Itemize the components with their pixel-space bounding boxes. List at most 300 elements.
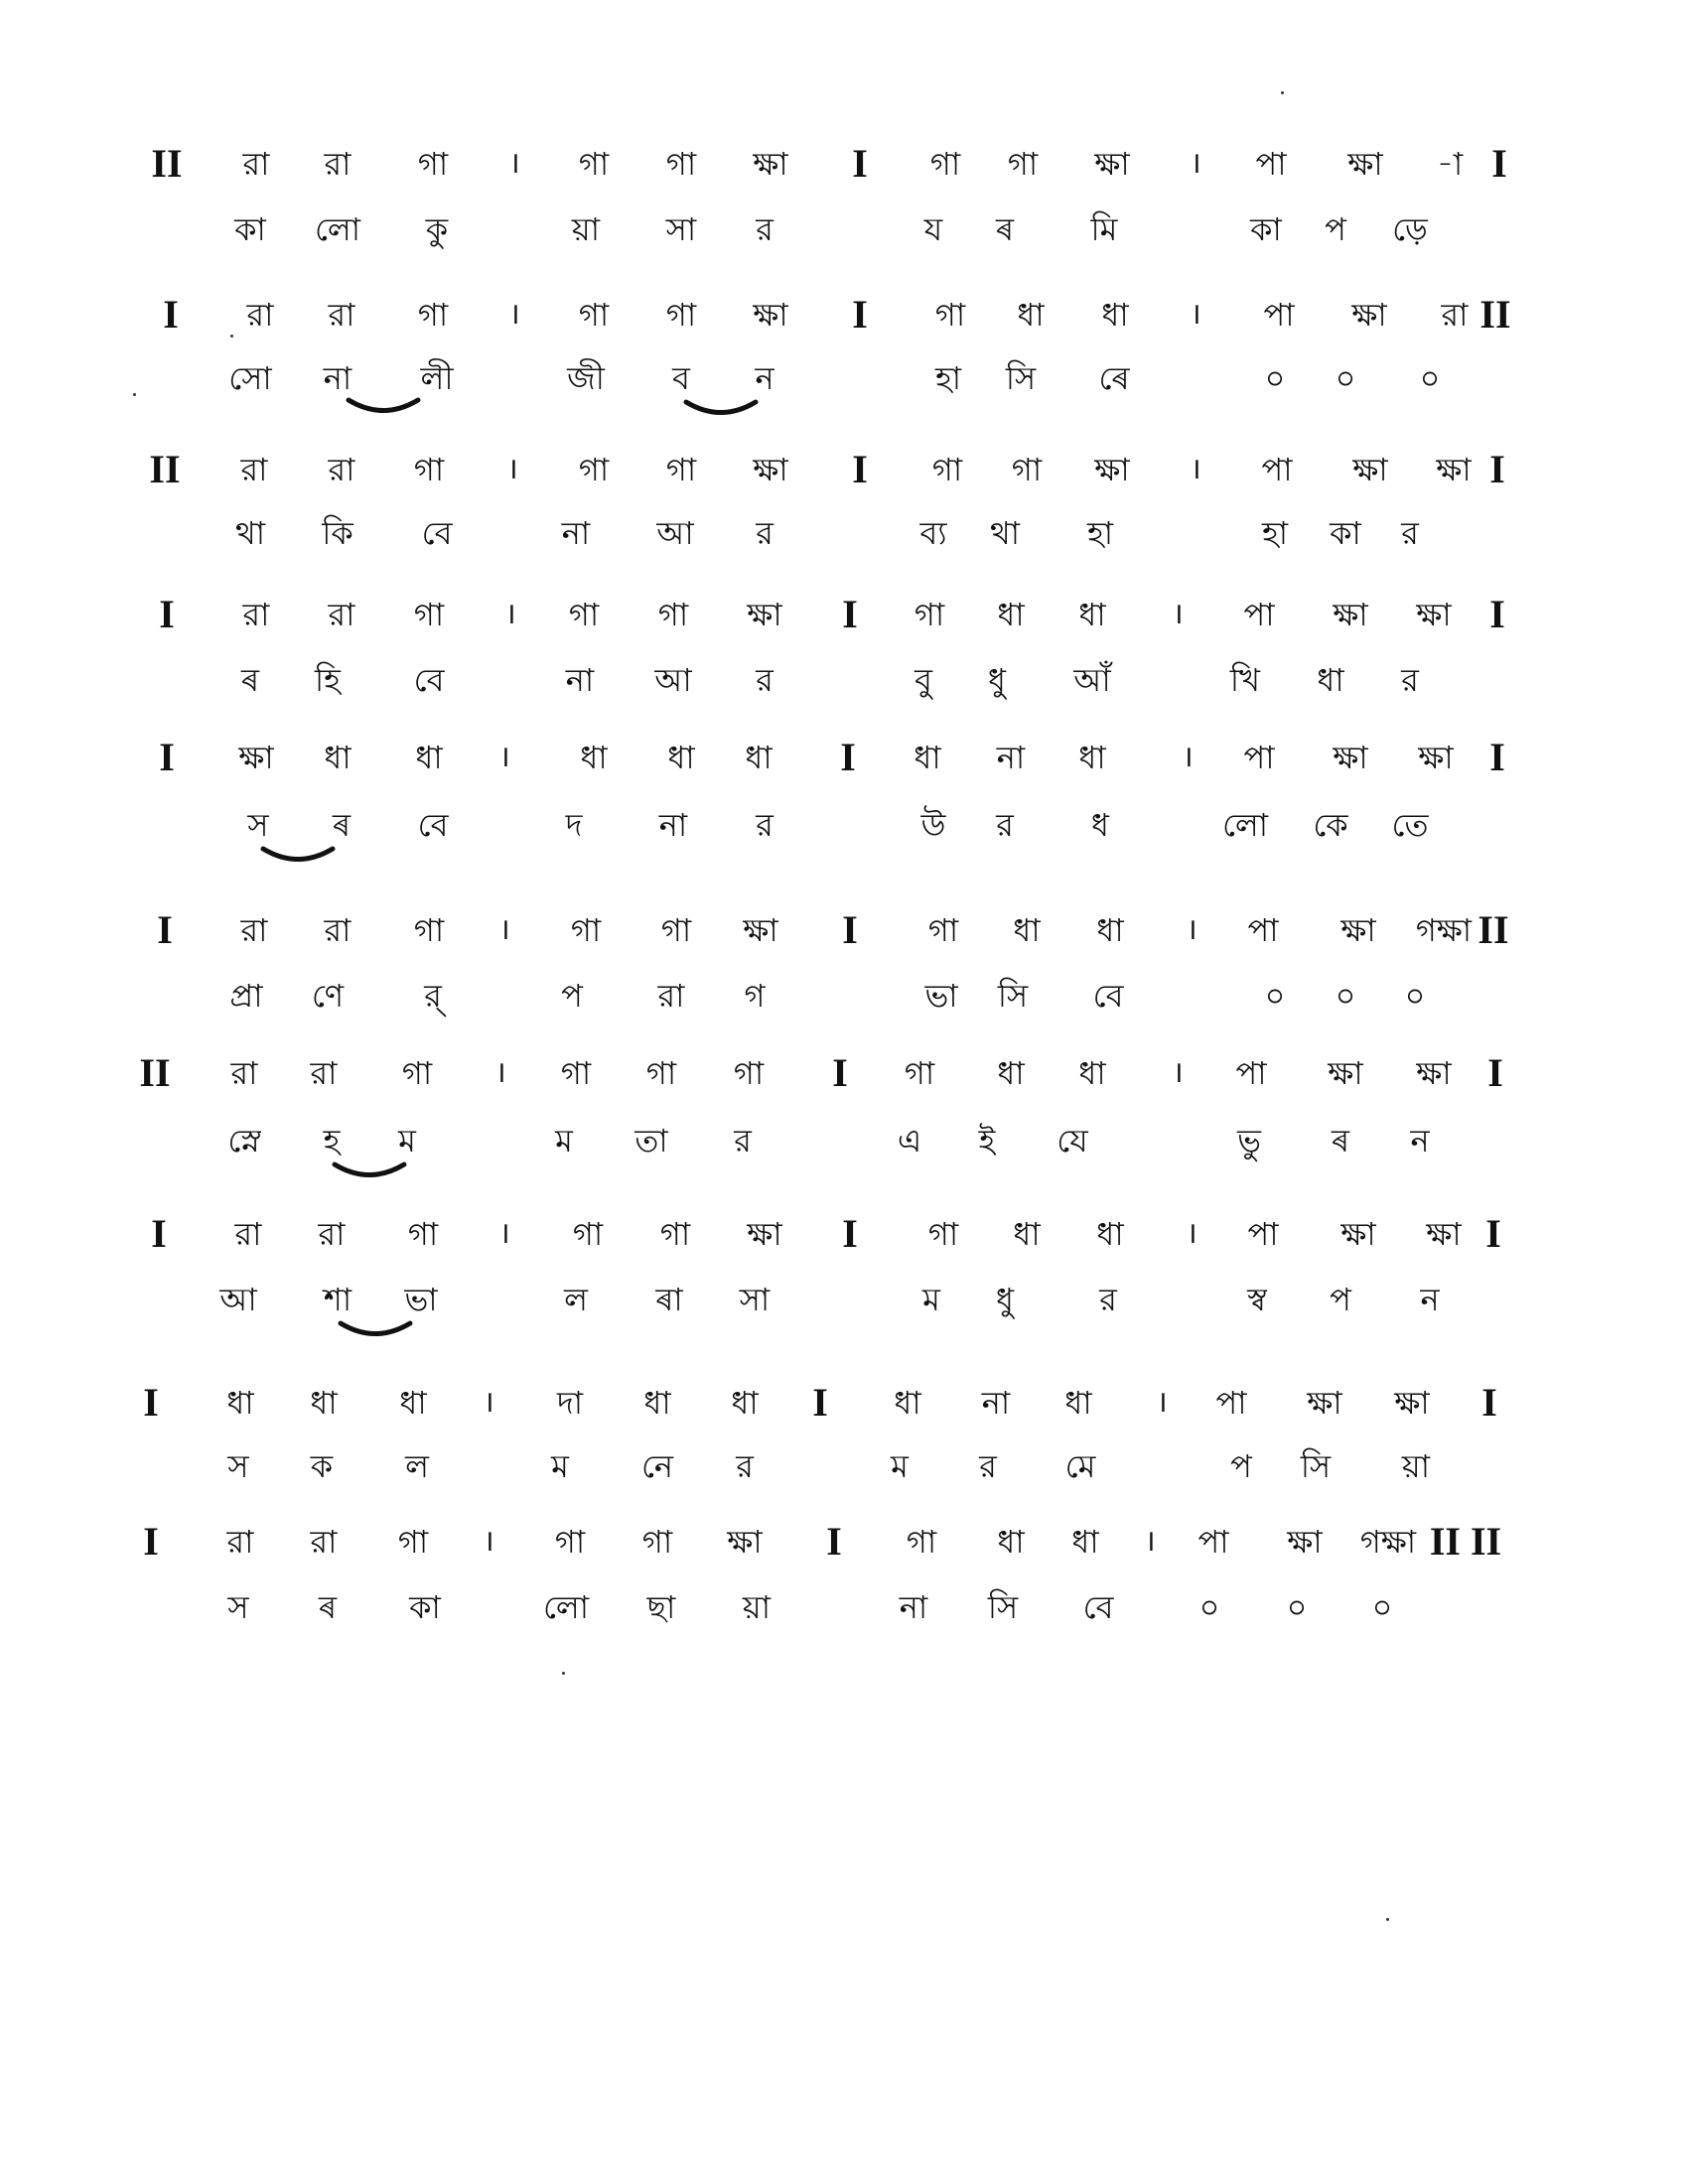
- swara-note: গা: [578, 145, 610, 183]
- lyric-syllable: গ: [744, 977, 766, 1015]
- lyric-syllable: ব্য: [919, 514, 947, 552]
- swara-note: গা: [1011, 451, 1043, 488]
- swara-note: রা: [240, 451, 268, 488]
- lyric-syllable: কা: [1330, 514, 1361, 552]
- lyric-syllable: হা: [934, 359, 962, 397]
- bar-line: I: [143, 1519, 159, 1564]
- lyric-syllable: আঁ: [1073, 661, 1111, 699]
- lyric-syllable: সি: [997, 977, 1029, 1015]
- swara-note: ক্ষা: [1347, 145, 1383, 183]
- swara-note: গা: [927, 911, 959, 949]
- swara-note: রা: [242, 596, 270, 633]
- lyric-syllable: প: [1325, 210, 1346, 248]
- swara-note: ক্ষা: [1416, 596, 1452, 633]
- swara-note: রা: [318, 1215, 346, 1253]
- swara-note: ধা: [580, 739, 608, 776]
- lyric-syllable: কি: [322, 514, 353, 552]
- swara-note: ধা: [997, 1054, 1025, 1092]
- beat-divider: ।: [1144, 1524, 1156, 1559]
- beat-divider: ।: [498, 912, 510, 947]
- swara-note: -া: [1436, 145, 1464, 183]
- lyric-syllable: ০: [1371, 1588, 1393, 1626]
- lyric-syllable: আ: [219, 1281, 257, 1318]
- scan-speck: [1281, 91, 1284, 94]
- swara-row: [0, 290, 1688, 340]
- bar-line: II: [149, 447, 181, 491]
- lyric-syllable: হি: [315, 661, 341, 699]
- swara-note: দা: [556, 1384, 584, 1422]
- lyric-syllable: ৰ: [318, 1588, 338, 1626]
- lyric-syllable: য়া: [1401, 1447, 1431, 1485]
- swara-note: গা: [554, 1523, 586, 1561]
- lyric-syllable: র: [756, 514, 774, 552]
- swara-note: গা: [1007, 145, 1039, 183]
- swara-note: ধা: [894, 1384, 921, 1422]
- lyric-syllable: জী: [567, 359, 605, 397]
- lyric-syllable: ড়ে: [1392, 210, 1428, 248]
- swara-note: রা: [230, 1054, 258, 1092]
- lyric-syllable: লী: [420, 359, 454, 397]
- slur-mark: [338, 1320, 413, 1340]
- bar-line: I: [157, 907, 173, 952]
- swara-note: রা: [324, 911, 352, 949]
- lyric-syllable: না: [565, 661, 595, 699]
- bar-line: I: [812, 1380, 828, 1425]
- swara-note: ক্ষা: [1352, 451, 1388, 488]
- lyric-syllable: ভা: [404, 1281, 438, 1318]
- lyrics-row: [0, 655, 1688, 705]
- swara-note: ধা: [1096, 1215, 1124, 1253]
- slur-mark: [332, 1161, 407, 1181]
- swara-note: না: [996, 739, 1026, 776]
- lyric-syllable: ০: [1286, 1588, 1308, 1626]
- lyric-syllable: প: [561, 977, 583, 1015]
- lyrics-row: [0, 1582, 1688, 1632]
- swara-note: পা: [1255, 145, 1287, 183]
- bar-line: I: [826, 1519, 842, 1564]
- slur-mark: [346, 397, 421, 417]
- swara-note: ক্ষা: [1340, 911, 1376, 949]
- swara-note: গা: [407, 1215, 439, 1253]
- swara-note: ক্ষা: [1328, 1054, 1363, 1092]
- lyric-syllable: স: [227, 1588, 249, 1626]
- lyric-syllable: খি: [1229, 661, 1261, 699]
- lyric-syllable: থা: [989, 514, 1020, 552]
- beat-divider: ।: [1190, 452, 1201, 486]
- lyric-syllable: ন: [1410, 1122, 1430, 1160]
- bar-line: I: [1489, 592, 1505, 636]
- swara-note: গা: [413, 451, 445, 488]
- lyrics-row: [0, 971, 1688, 1021]
- bar-line: I: [1485, 1211, 1501, 1256]
- swara-row: [0, 1048, 1688, 1098]
- swara-note: গা: [570, 911, 602, 949]
- swara-note: পা: [1263, 296, 1295, 334]
- swara-note: গা: [914, 596, 945, 633]
- swara-note: গা: [397, 1523, 429, 1561]
- swara-note: ক্ষা: [743, 911, 778, 949]
- swara-note: পা: [1197, 1523, 1229, 1561]
- lyrics-row: [0, 800, 1688, 850]
- beat-divider: ।: [1186, 912, 1197, 947]
- bar-line: I: [1481, 1380, 1497, 1425]
- lyric-syllable: র: [1099, 1281, 1117, 1318]
- swara-note: ক্ষা: [1416, 1054, 1452, 1092]
- swara-note: গা: [641, 1523, 673, 1561]
- lyrics-row: [0, 1275, 1688, 1324]
- lyric-syllable: তা: [634, 1122, 668, 1160]
- lyric-syllable: দ: [565, 806, 583, 844]
- swara-note: ধা: [1101, 296, 1129, 334]
- bar-line: I: [1487, 1050, 1503, 1095]
- scan-speck: [133, 393, 136, 396]
- swara-note: গা: [560, 1054, 592, 1092]
- swara-note: গা: [413, 911, 445, 949]
- bar-line: I: [1491, 141, 1507, 186]
- swara-note: ধা: [324, 739, 352, 776]
- beat-divider: ।: [506, 452, 518, 486]
- swara-note: ক্ষা: [747, 1215, 782, 1253]
- scan-speck: [230, 335, 233, 338]
- lyric-syllable: হা: [1261, 514, 1289, 552]
- swara-note: গা: [659, 1215, 691, 1253]
- lyric-syllable: য: [923, 210, 943, 248]
- beat-divider: ।: [1156, 1385, 1168, 1420]
- swara-note: গা: [657, 596, 689, 633]
- lyric-syllable: ন: [1420, 1281, 1440, 1318]
- lyric-syllable: ৰা: [655, 1281, 683, 1318]
- swara-note: পা: [1235, 1054, 1267, 1092]
- beat-divider: ।: [1190, 146, 1201, 181]
- lyric-syllable: কা: [409, 1588, 441, 1626]
- swara-note: পা: [1247, 1215, 1279, 1253]
- lyric-syllable: র: [756, 806, 774, 844]
- bar-line: I: [143, 1380, 159, 1425]
- lyric-syllable: কু: [425, 210, 449, 248]
- lyric-syllable: ধু: [996, 1281, 1014, 1318]
- lyric-syllable: য়া: [742, 1588, 772, 1626]
- lyric-syllable: র্: [424, 977, 442, 1015]
- lyric-syllable: র: [1401, 514, 1419, 552]
- swara-note: গা: [665, 451, 697, 488]
- swara-note: পা: [1243, 596, 1275, 633]
- beat-divider: ।: [504, 597, 516, 631]
- swara-note: ক্ষা: [1418, 739, 1454, 776]
- swara-note: গা: [904, 1054, 935, 1092]
- swara-note: ক্ষা: [1333, 596, 1368, 633]
- swara-note: গা: [733, 1054, 765, 1092]
- lyric-syllable: বে: [421, 514, 453, 552]
- swara-note: রা: [328, 596, 355, 633]
- lyric-syllable: ধ: [1091, 806, 1109, 844]
- swara-note: ধা: [1078, 596, 1106, 633]
- lyric-syllable: বে: [413, 661, 445, 699]
- swara-note: ধা: [643, 1384, 671, 1422]
- bar-line: II: [151, 141, 183, 186]
- beat-divider: ।: [498, 1216, 510, 1251]
- lyric-syllable: ০: [1264, 977, 1286, 1015]
- swara-row: [0, 590, 1688, 639]
- swara-row: [0, 905, 1688, 955]
- swara-note: গা: [413, 596, 445, 633]
- swara-note: গা: [417, 145, 449, 183]
- lyric-syllable: ০: [1198, 1588, 1220, 1626]
- lyric-syllable: ০: [1335, 977, 1356, 1015]
- lyric-syllable: হ: [323, 1122, 341, 1160]
- swara-note: ক্ষা: [727, 1523, 763, 1561]
- swara-note: গা: [645, 1054, 677, 1092]
- lyric-syllable: র: [756, 210, 774, 248]
- lyrics-row: [0, 1116, 1688, 1165]
- lyric-syllable: প্রা: [229, 977, 263, 1015]
- lyric-syllable: ক: [310, 1447, 334, 1485]
- scan-speck: [562, 1672, 565, 1675]
- lyric-syllable: ম: [555, 1122, 573, 1160]
- swara-note: ধা: [399, 1384, 427, 1422]
- swara-note: রা: [242, 145, 270, 183]
- lyric-syllable: ভু: [1237, 1122, 1261, 1160]
- lyric-syllable: হা: [1086, 514, 1114, 552]
- swara-note: ধা: [1078, 1054, 1106, 1092]
- beat-divider: ।: [1172, 597, 1184, 631]
- lyric-syllable: সি: [1005, 359, 1037, 397]
- lyric-syllable: ০: [1264, 359, 1286, 397]
- lyric-syllable: ৰ: [995, 210, 1015, 248]
- swara-note: ধা: [1071, 1523, 1099, 1561]
- lyric-syllable: ব: [672, 359, 690, 397]
- swara-note: ধা: [415, 739, 443, 776]
- swara-row: [0, 1517, 1688, 1567]
- swara-note: রা: [226, 1523, 254, 1561]
- beat-divider: ।: [1186, 1216, 1197, 1251]
- swara-row: [0, 733, 1688, 782]
- swara-note: গা: [660, 911, 692, 949]
- lyric-syllable: ম: [398, 1122, 416, 1160]
- swara-note: ক্ষা: [1394, 1384, 1430, 1422]
- swara-note: ধা: [997, 596, 1025, 633]
- lyric-syllable: সি: [1300, 1447, 1332, 1485]
- bar-line: I: [842, 592, 858, 636]
- lyric-syllable: মে: [1064, 1447, 1096, 1485]
- swara-note: ক্ষা: [1094, 145, 1130, 183]
- bar-line: II: [1477, 907, 1509, 952]
- slur-mark: [260, 846, 336, 866]
- lyric-syllable: র: [979, 1447, 997, 1485]
- lyric-syllable: সা: [739, 1281, 771, 1318]
- lyric-syllable: নে: [640, 1447, 674, 1485]
- swara-note: গা: [417, 296, 449, 334]
- swara-note: ধা: [667, 739, 695, 776]
- swara-note: ক্ষা: [753, 296, 788, 334]
- lyric-syllable: না: [899, 1588, 928, 1626]
- beat-divider: ।: [508, 146, 520, 181]
- swara-note: রা: [328, 451, 355, 488]
- swara-note: রা: [234, 1215, 262, 1253]
- swara-note: ধা: [1078, 739, 1106, 776]
- lyric-syllable: আ: [656, 514, 694, 552]
- lyric-syllable: র: [736, 1447, 754, 1485]
- beat-divider: ।: [494, 1055, 506, 1090]
- swara-note: গা: [578, 296, 610, 334]
- swara-note: ক্ষা: [753, 451, 788, 488]
- swara-row: [0, 1378, 1688, 1428]
- swara-note: গা: [665, 296, 697, 334]
- lyrics-row: [0, 205, 1688, 254]
- bar-line: I: [852, 447, 868, 491]
- lyric-syllable: র: [734, 1122, 752, 1160]
- swara-note: গা: [572, 1215, 604, 1253]
- beat-divider: ।: [1182, 740, 1194, 774]
- lyric-syllable: সা: [665, 210, 697, 248]
- lyric-syllable: প: [1230, 1447, 1252, 1485]
- lyrics-row: [0, 353, 1688, 403]
- lyric-syllable: শা: [323, 1281, 352, 1318]
- lyric-syllable: স: [247, 806, 269, 844]
- lyric-syllable: ম: [922, 1281, 940, 1318]
- lyric-syllable: এ: [897, 1122, 922, 1160]
- swara-note: গা: [906, 1523, 937, 1561]
- beat-divider: ।: [498, 740, 510, 774]
- lyric-syllable: লো: [314, 210, 361, 248]
- swara-note: গা: [931, 451, 963, 488]
- swara-row: [0, 1209, 1688, 1259]
- swara-row: [0, 445, 1688, 494]
- beat-divider: ।: [1190, 297, 1201, 332]
- lyric-syllable: ল: [405, 1447, 429, 1485]
- bar-line: I: [1489, 447, 1505, 491]
- bar-line: I: [852, 141, 868, 186]
- lyric-syllable: ম: [891, 1447, 909, 1485]
- swara-row: [0, 139, 1688, 189]
- lyric-syllable: র: [1401, 661, 1419, 699]
- swara-note: ক্ষা: [1436, 451, 1472, 488]
- swara-note: গা: [665, 145, 697, 183]
- beat-divider: ।: [1172, 1055, 1184, 1090]
- swara-note: ক্ষা: [1426, 1215, 1462, 1253]
- lyric-syllable: ৰ: [240, 661, 260, 699]
- bar-line: II II: [1429, 1519, 1502, 1564]
- swara-note: ক্ষা: [1307, 1384, 1342, 1422]
- lyric-syllable: য়া: [571, 210, 601, 248]
- bar-line: I: [1489, 735, 1505, 779]
- slur-mark: [683, 399, 759, 419]
- lyric-syllable: স: [227, 1447, 249, 1485]
- lyric-syllable: যে: [1056, 1122, 1088, 1160]
- lyric-syllable: না: [658, 806, 688, 844]
- swara-note: ধা: [745, 739, 773, 776]
- bar-line: I: [840, 735, 856, 779]
- bar-line: I: [163, 292, 179, 337]
- lyric-syllable: বে: [417, 806, 449, 844]
- lyric-syllable: র: [756, 661, 774, 699]
- swara-note: পা: [1261, 451, 1293, 488]
- lyrics-row: [0, 508, 1688, 558]
- lyric-syllable: থা: [234, 514, 265, 552]
- swara-note: গা: [578, 451, 610, 488]
- swara-note: না: [981, 1384, 1011, 1422]
- swara-note: ক্ষা: [1287, 1523, 1323, 1561]
- lyric-syllable: স্নে: [227, 1122, 261, 1160]
- lyric-syllable: ০: [1419, 359, 1441, 397]
- swara-note: ক্ষা: [1351, 296, 1387, 334]
- swara-note: পা: [1247, 911, 1279, 949]
- scan-speck: [1386, 1918, 1389, 1921]
- bar-line: I: [159, 592, 175, 636]
- swara-note: ক্ষা: [753, 145, 788, 183]
- lyric-syllable: লো: [1221, 806, 1269, 844]
- lyric-syllable: ০: [1335, 359, 1356, 397]
- lyric-syllable: উ: [920, 806, 946, 844]
- bar-line: I: [832, 1050, 848, 1095]
- lyric-syllable: ণে: [311, 977, 345, 1015]
- lyric-syllable: ধা: [1317, 661, 1344, 699]
- swara-note: ক্ষা: [238, 739, 274, 776]
- lyric-syllable: না: [561, 514, 591, 552]
- beat-divider: ।: [508, 297, 520, 332]
- swara-note: পা: [1243, 739, 1275, 776]
- bar-line: I: [151, 1211, 167, 1256]
- lyric-syllable: কা: [1250, 210, 1282, 248]
- lyric-syllable: ই: [978, 1122, 996, 1160]
- swara-note: গা: [401, 1054, 433, 1092]
- swara-note: ক্ষা: [1333, 739, 1368, 776]
- swara-note: রা: [310, 1054, 338, 1092]
- bar-line: I: [842, 1211, 858, 1256]
- lyric-syllable: মি: [1090, 210, 1118, 248]
- lyric-syllable: বু: [914, 661, 932, 699]
- swara-note: রা: [324, 145, 352, 183]
- lyric-syllable: ০: [1404, 977, 1426, 1015]
- lyric-syllable: লো: [542, 1588, 590, 1626]
- lyric-syllable: ম: [551, 1447, 569, 1485]
- bar-line: II: [139, 1050, 171, 1095]
- bar-line: I: [159, 735, 175, 779]
- bar-line: I: [852, 292, 868, 337]
- lyric-syllable: ৰ: [332, 806, 352, 844]
- lyric-syllable: সো: [228, 359, 272, 397]
- lyric-syllable: বে: [1082, 1588, 1114, 1626]
- swara-note: রা: [310, 1523, 338, 1561]
- swara-note: ক্ষা: [747, 596, 782, 633]
- swara-note: ধা: [1096, 911, 1124, 949]
- lyric-syllable: প: [1330, 1281, 1351, 1318]
- swara-note: গক্ষা: [1359, 1523, 1417, 1561]
- swara-note: রা: [246, 296, 274, 334]
- swara-note: পা: [1215, 1384, 1247, 1422]
- bar-line: II: [1479, 292, 1511, 337]
- swara-note: গা: [568, 596, 600, 633]
- swara-note: রা: [328, 296, 355, 334]
- swara-note: গা: [934, 296, 966, 334]
- swara-note: ধা: [1013, 911, 1041, 949]
- swara-note: গক্ষা: [1415, 911, 1473, 949]
- lyric-syllable: ৰ: [1331, 1122, 1350, 1160]
- lyrics-row: [0, 1441, 1688, 1491]
- beat-divider: ।: [483, 1524, 494, 1559]
- lyric-syllable: না: [323, 359, 352, 397]
- swara-note: রা: [1441, 296, 1469, 334]
- lyric-syllable: সি: [987, 1588, 1019, 1626]
- swara-note: ধা: [226, 1384, 254, 1422]
- lyric-syllable: ন: [755, 359, 774, 397]
- lyric-syllable: বে: [1092, 977, 1124, 1015]
- swara-note: ধা: [1013, 1215, 1041, 1253]
- lyric-syllable: তে: [1391, 806, 1429, 844]
- lyric-syllable: ছা: [646, 1588, 676, 1626]
- swara-note: ধা: [731, 1384, 759, 1422]
- lyric-syllable: স্ব: [1247, 1281, 1267, 1318]
- swara-note: ধা: [1017, 296, 1045, 334]
